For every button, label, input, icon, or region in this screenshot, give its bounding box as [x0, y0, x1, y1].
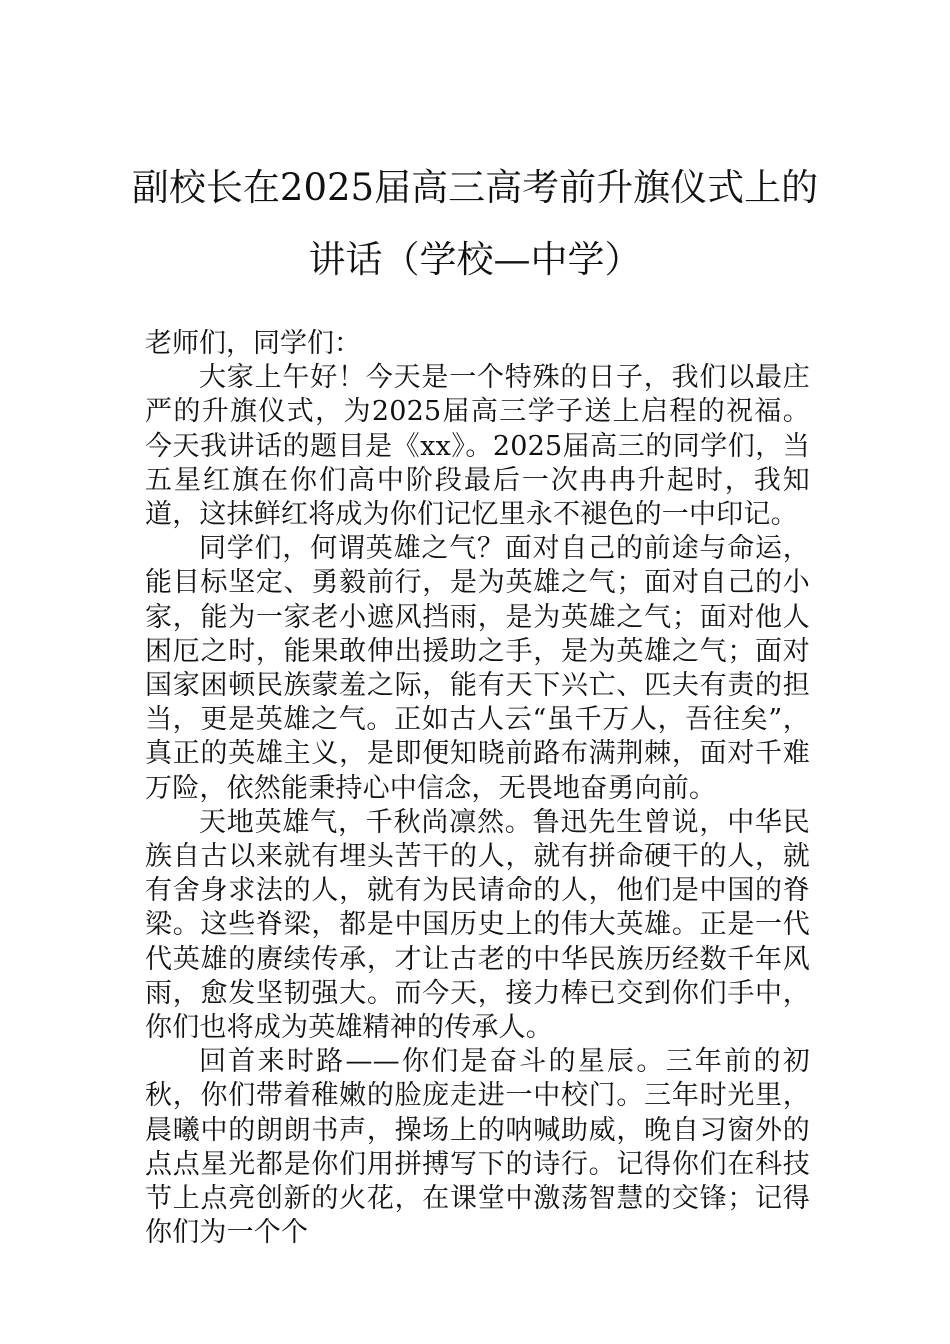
paragraph-3: 天地英雄气，千秋尚凛然。鲁迅先生曾说，中华民族自古以来就有埋头苦干的人，就有拼命硬干的人，就有舍身求法的人，就有为民请命的人，他们是中国的脊梁。这些脊梁，都是中国历史上的伟大英雄。正是一代代英雄的赓续传承，才让古老的中华民族历经数千年风雨，愈发坚韧强大。而今天，接力棒已交到你们手中，你们也将成为英雄精神的传承人。	[145, 806, 810, 1044]
paragraph-4: 回首来时路——你们是奋斗的星辰。三年前的初秋，你们带着稚嫩的脸庞走进一中校门。三年时光里，晨曦中的朗朗书声，操场上的呐喊助威，晚自习窗外的点点星光都是你们用拼搏写下的诗行。记得你们在科技节上点亮创新的火花，在课堂中激荡智慧的交锋；记得你们为一个个	[145, 1046, 810, 1249]
document-body	[145, 327, 810, 1250]
salutation: 老师们，同学们：	[145, 328, 361, 359]
title-line-1: 副校长在2025届高三高考前升旗仪式上的	[131, 166, 819, 209]
title-line-2: 讲话（学校—中学）	[308, 238, 642, 281]
paragraph-2: 同学们，何谓英雄之气？面对自己的前途与命运，能目标坚定、勇毅前行，是为英雄之气；面对自己的小家，能为一家老小遮风挡雨，是为英雄之气；面对他人困厄之时，能果敢伸出援助之手，是为英雄之气；面对国家困顿民族蒙羞之际，能有天下兴亡、匹夫有责的担当，更是英雄之气。正如古人云“虽千万人，吾往矣”，真正的英雄主义，是即便知晓前路布满荆棘，面对千难万险，依然能秉持心中信念，无畏地奋勇向前。	[145, 533, 810, 804]
document-title	[120, 152, 830, 296]
paragraph-1: 大家上午好！今天是一个特殊的日子，我们以最庄严的升旗仪式，为2025届高三学子送上启程的祝福。今天我讲话的题目是《xx》。2025届高三的同学们，当五星红旗在你们高中阶段最后一次冉冉升起时，我知道，这抹鲜红将成为你们记忆里永不褪色的一中印记。	[145, 362, 810, 531]
